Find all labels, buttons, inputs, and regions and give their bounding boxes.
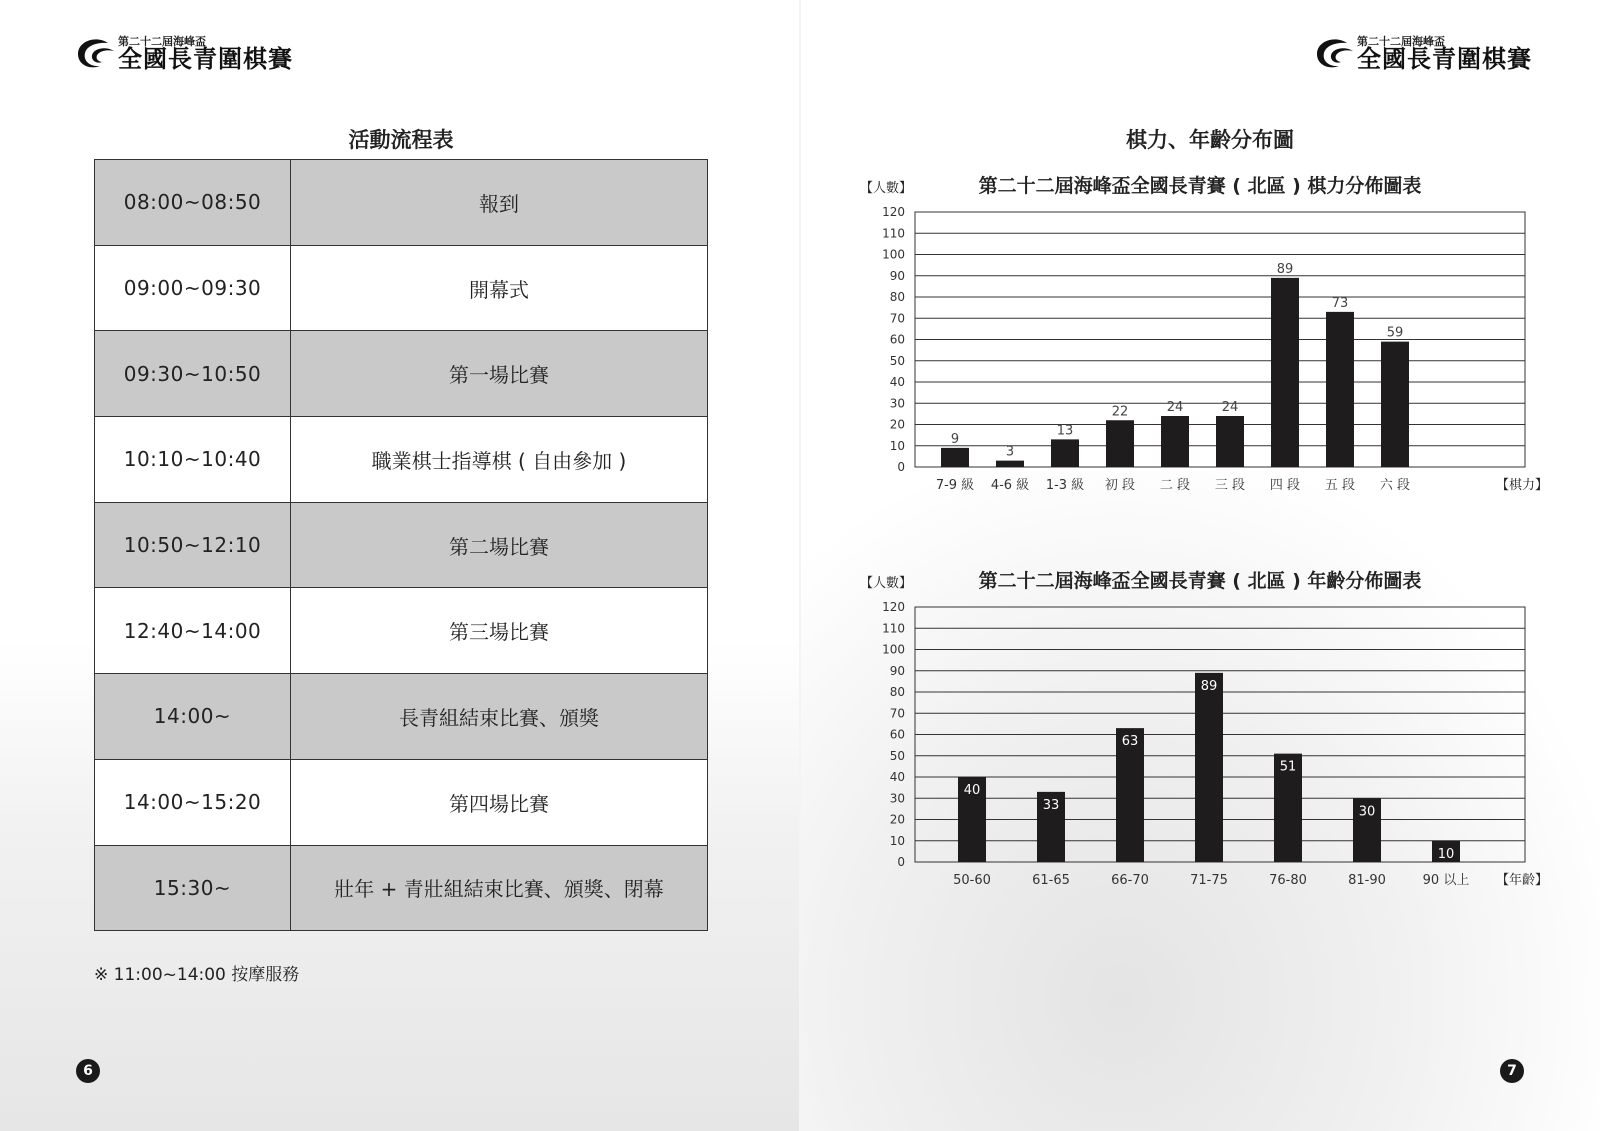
data-label: 3 <box>1005 444 1015 460</box>
y-tick-label: 60 <box>889 332 905 347</box>
y-tick-label: 70 <box>889 311 905 326</box>
y-tick-label: 0 <box>897 855 905 869</box>
schedule-time: 10:50~12:10 <box>95 502 291 588</box>
schedule-activity: 第一場比賽 <box>291 331 708 417</box>
y-tick-label: 80 <box>889 685 905 699</box>
y-tick-label: 60 <box>889 727 905 742</box>
x-tick-label: 71-75 <box>1190 873 1228 888</box>
y-tick-label: 90 <box>889 663 905 678</box>
event-logo-right <box>1313 36 1532 71</box>
schedule-activity: 報到 <box>291 160 708 246</box>
skill-chart-svg <box>860 170 1550 510</box>
page-divider <box>799 0 801 1131</box>
age-chart-svg <box>860 565 1550 905</box>
data-label: 63 <box>1121 734 1139 750</box>
schedule-time: 14:00~ <box>95 674 291 760</box>
x-axis-label: 【年齡】 <box>1495 873 1548 888</box>
schedule-title: 活動流程表 <box>348 128 454 152</box>
data-label: 33 <box>1042 797 1060 813</box>
bar <box>1161 416 1189 467</box>
x-tick-label: 7-9 級 <box>935 478 975 493</box>
schedule-time: 10:10~10:40 <box>95 417 291 503</box>
x-tick-label: 四 段 <box>1269 478 1301 493</box>
x-tick-label: 六 段 <box>1379 478 1411 493</box>
logo-event-name: 全國長青圍棋賽 <box>1357 45 1532 73</box>
chart-title: 第二十二屆海峰盃全國長青賽 ( 北區 ) 棋力分佈圖表 <box>978 175 1422 197</box>
y-tick-label: 30 <box>889 396 905 411</box>
data-label: 89 <box>1276 261 1294 277</box>
schedule-activity: 壯年 + 青壯組結束比賽、頒獎、閉幕 <box>291 845 708 931</box>
data-label: 13 <box>1056 423 1074 439</box>
y-tick-label: 20 <box>889 417 905 432</box>
data-label: 22 <box>1111 404 1129 420</box>
x-tick-label: 三 段 <box>1214 478 1246 493</box>
schedule-time: 14:00~15:20 <box>95 759 291 845</box>
data-label: 51 <box>1279 759 1297 775</box>
y-tick-label: 110 <box>882 621 905 636</box>
x-tick-label: 初 段 <box>1104 478 1136 493</box>
skill-distribution-chart <box>860 170 1550 510</box>
bar <box>1216 416 1244 467</box>
schedule-activity: 職業棋士指導棋 ( 自由參加 ) <box>291 417 708 503</box>
y-tick-label: 120 <box>882 205 905 219</box>
bar <box>1106 420 1134 467</box>
bar <box>1326 312 1354 467</box>
event-logo-left <box>74 36 293 71</box>
x-tick-label: 五 段 <box>1324 478 1356 493</box>
massage-service-note: ※ 11:00~14:00 按摩服務 <box>94 965 300 985</box>
logo-event-name: 全國長青圍棋賽 <box>118 45 293 73</box>
bar <box>1381 342 1409 467</box>
schedule-time: 09:00~09:30 <box>95 245 291 331</box>
data-label: 73 <box>1331 295 1349 311</box>
schedule-row <box>95 759 708 845</box>
schedule-row <box>95 417 708 503</box>
schedule-row <box>95 160 708 246</box>
x-tick-label: 90 以上 <box>1422 873 1470 888</box>
schedule-activity: 第四場比賽 <box>291 759 708 845</box>
schedule-time: 15:30~ <box>95 845 291 931</box>
age-distribution-chart <box>860 565 1550 905</box>
y-axis-label: 【人數】 <box>860 576 913 591</box>
logo-edition: 第二十二屆海峰盃 <box>1357 35 1445 48</box>
schedule-activity: 開幕式 <box>291 245 708 331</box>
y-tick-label: 90 <box>889 268 905 283</box>
schedule-time: 12:40~14:00 <box>95 588 291 674</box>
schedule-table <box>94 159 708 931</box>
data-label: 89 <box>1200 678 1218 694</box>
logo-edition: 第二十二屆海峰盃 <box>118 35 206 48</box>
schedule-row <box>95 588 708 674</box>
y-tick-label: 40 <box>889 375 905 389</box>
schedule-time: 08:00~08:50 <box>95 160 291 246</box>
x-tick-label: 61-65 <box>1032 873 1070 888</box>
x-tick-label: 4-6 級 <box>990 478 1030 493</box>
data-label: 30 <box>1358 804 1376 820</box>
x-tick-label: 81-90 <box>1348 873 1386 888</box>
x-tick-label: 66-70 <box>1111 873 1149 888</box>
y-tick-label: 10 <box>889 833 905 848</box>
y-tick-label: 50 <box>889 353 905 368</box>
y-tick-label: 100 <box>882 642 905 657</box>
wave-logo-icon <box>74 37 118 71</box>
y-tick-label: 70 <box>889 706 905 721</box>
y-tick-label: 40 <box>889 770 905 784</box>
schedule-row <box>95 674 708 760</box>
y-tick-label: 80 <box>889 290 905 304</box>
data-label: 10 <box>1437 846 1455 862</box>
y-tick-label: 100 <box>882 247 905 262</box>
wave-logo-icon <box>1313 37 1357 71</box>
schedule-row <box>95 845 708 931</box>
x-tick-label: 50-60 <box>953 873 991 888</box>
distribution-title: 棋力、年齡分布圖 <box>1126 128 1294 152</box>
schedule-activity: 第三場比賽 <box>291 588 708 674</box>
data-label: 24 <box>1166 400 1184 415</box>
x-tick-label: 1-3 級 <box>1045 478 1085 493</box>
x-tick-label: 二 段 <box>1159 478 1191 493</box>
data-label: 9 <box>950 431 960 447</box>
y-tick-label: 110 <box>882 226 905 241</box>
data-label: 24 <box>1221 400 1239 415</box>
schedule-row <box>95 331 708 417</box>
bar <box>941 448 969 467</box>
bar <box>1195 673 1223 862</box>
page-number-right: 7 <box>1500 1059 1524 1083</box>
page-number-left: 6 <box>76 1059 100 1083</box>
data-label: 40 <box>963 783 981 798</box>
data-label: 59 <box>1386 325 1404 341</box>
schedule-activity: 長青組結束比賽、頒獎 <box>291 674 708 760</box>
x-axis-label: 【棋力】 <box>1495 478 1548 493</box>
bar <box>1271 278 1299 467</box>
schedule-time: 09:30~10:50 <box>95 331 291 417</box>
y-axis-label: 【人數】 <box>860 181 913 196</box>
y-tick-label: 20 <box>889 812 905 827</box>
schedule-row <box>95 245 708 331</box>
y-tick-label: 0 <box>897 460 905 474</box>
chart-title: 第二十二屆海峰盃全國長青賽 ( 北區 ) 年齡分佈圖表 <box>978 570 1422 592</box>
bar <box>996 461 1024 467</box>
schedule-row <box>95 502 708 588</box>
y-tick-label: 50 <box>889 748 905 763</box>
x-tick-label: 76-80 <box>1269 873 1307 888</box>
y-tick-label: 120 <box>882 600 905 614</box>
y-tick-label: 30 <box>889 791 905 806</box>
schedule-activity: 第二場比賽 <box>291 502 708 588</box>
bar <box>1051 439 1079 467</box>
y-tick-label: 10 <box>889 438 905 453</box>
